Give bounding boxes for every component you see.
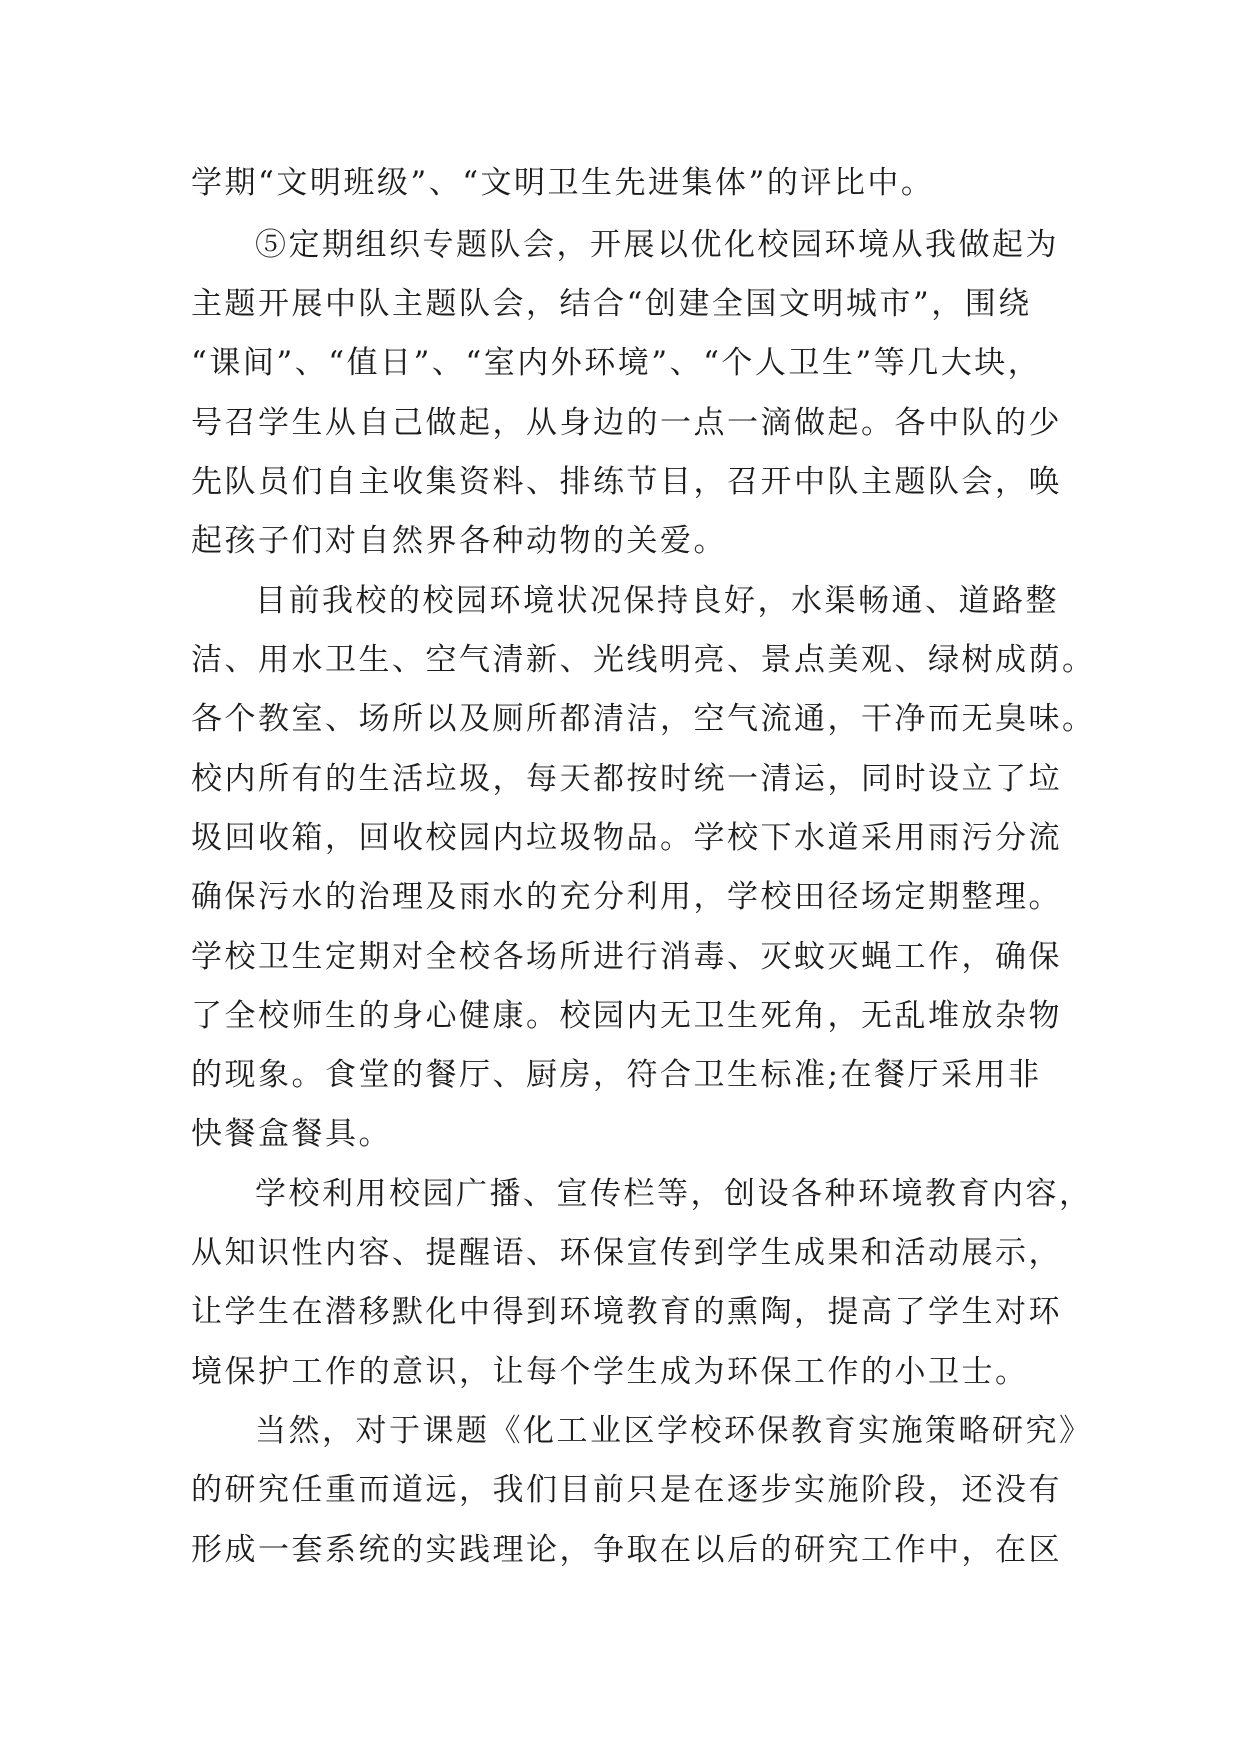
text-line: ⑤定期组织专题队会，开展以优化校园环境从我做起为: [255, 227, 1059, 263]
text-line: 学校卫生定期对全校各场所进行消毒、灭蚊灭蝇工作，确保: [191, 939, 1062, 975]
text-line: 号召学生从自己做起，从身边的一点一滴做起。各中队的少: [191, 405, 1062, 441]
text-line: 洁、用水卫生、空气清新、光线明亮、景点美观、绿树成荫。: [191, 642, 1096, 678]
text-line: 了全校师生的身心健康。校园内无卫生死角，无乱堆放杂物: [191, 998, 1062, 1034]
text-line: 主题开展中队主题队会，结合“创建全国文明城市”，围绕: [191, 286, 1032, 322]
text-line: 的研究任重而道远，我们目前只是在逐步实施阶段，还没有: [191, 1472, 1062, 1508]
text-line: 形成一套系统的实践理论，争取在以后的研究工作中，在区: [191, 1532, 1062, 1568]
text-line: 从知识性内容、提醒语、环保宣传到学生成果和活动展示，: [191, 1235, 1062, 1271]
text-line: 学校利用校园广播、宣传栏等，创设各种环境教育内容，: [255, 1176, 1093, 1212]
text-line: 圾回收箱，回收校园内垃圾物品。学校下水道采用雨污分流: [191, 820, 1062, 856]
text-line: 快餐盒餐具。: [191, 1116, 392, 1152]
text-line: 校内所有的生活垃圾，每天都按时统一清运，同时设立了垃: [191, 761, 1062, 797]
text-line: 各个教室、场所以及厕所都清洁，空气流通，干净而无臭味。: [191, 701, 1096, 737]
text-line: 目前我校的校园环境状况保持良好，水渠畅通、道路整: [255, 583, 1059, 619]
text-line: 当然，对于课题《化工业区学校环保教育实施策略研究》: [255, 1413, 1093, 1449]
text-line: 确保污水的治理及雨水的充分利用，学校田径场定期整理。: [191, 879, 1062, 915]
text-line: 让学生在潜移默化中得到环境教育的熏陶，提高了学生对环: [191, 1294, 1062, 1330]
text-line: 境保护工作的意识，让每个学生成为环保工作的小卫士。: [191, 1354, 1029, 1390]
text-line: 的现象。食堂的餐厅、厨房，符合卫生标准;在餐厅采用非: [191, 1057, 1042, 1093]
text-line: 先队员们自主收集资料、排练节目，召开中队主题队会，唤: [191, 464, 1062, 500]
text-line: 学期“文明班级”、“文明卫生先进集体”的评比中。: [191, 165, 935, 201]
text-line: “课间”、“值日”、“室内外环境”、“个人卫生”等几大块，: [191, 345, 1042, 381]
text-line: 起孩子们对自然界各种动物的关爱。: [191, 523, 727, 559]
